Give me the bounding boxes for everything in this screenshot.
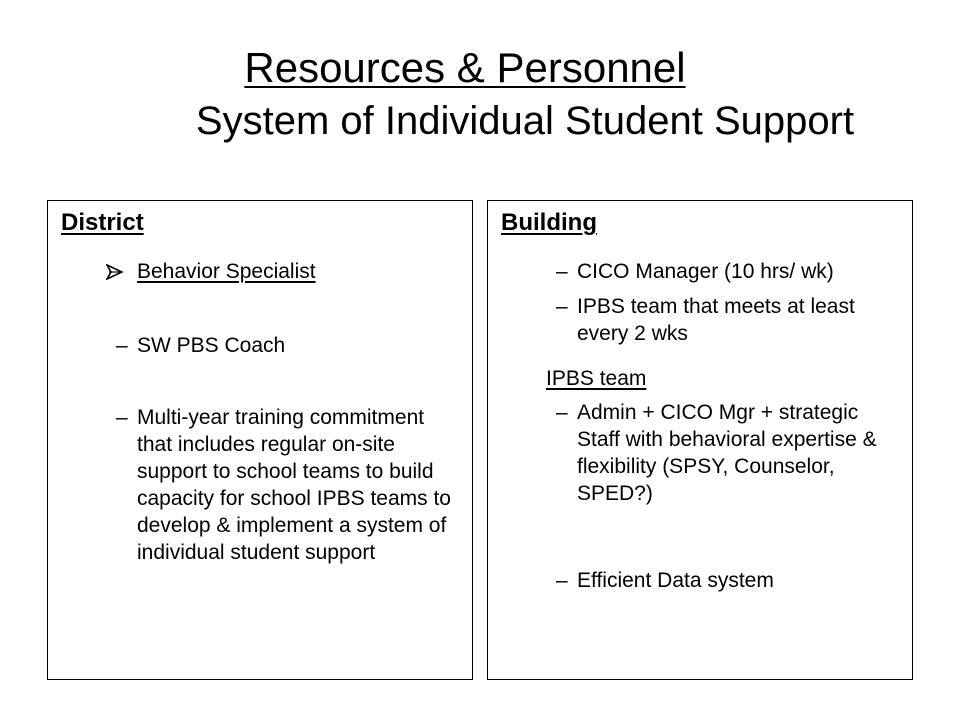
team-item-composition xyxy=(556,399,906,507)
slide-title-block xyxy=(100,44,950,144)
dash-marker: – xyxy=(556,260,568,283)
building-panel xyxy=(487,200,913,680)
team-item-label: Admin + CICO Mgr + strategic Staff with behavioral expertise & flexibility (SPSY, Counselor, SPED?) xyxy=(577,401,877,505)
building-item-ipbs-team-meets xyxy=(556,293,906,347)
district-panel xyxy=(47,200,473,680)
team-item-label: Efficient Data system xyxy=(577,569,774,592)
dash-marker: – xyxy=(116,334,128,357)
building-item-label: IPBS team that meets at least every 2 wks xyxy=(577,295,855,345)
building-item-label: CICO Manager (10 hrs/ wk) xyxy=(577,260,834,283)
district-item-sw-pbs-coach xyxy=(116,332,456,359)
slide-title: Resources & Personnel xyxy=(244,44,686,91)
slide-subtitle: System of Individual Student Support xyxy=(195,99,855,143)
building-item-cico-manager xyxy=(556,258,906,285)
district-item-training-commitment xyxy=(116,404,456,566)
arrow-bullet-icon xyxy=(106,264,123,280)
dash-marker: – xyxy=(116,406,128,429)
district-item-label: Behavior Specialist xyxy=(137,260,316,283)
district-heading: District xyxy=(61,209,144,236)
building-heading: Building xyxy=(501,209,597,236)
district-item-label: SW PBS Coach xyxy=(137,334,286,357)
district-item-behavior-specialist xyxy=(106,258,446,285)
dash-marker: – xyxy=(556,569,568,592)
dash-marker: – xyxy=(556,401,568,424)
team-item-data-system xyxy=(556,567,906,594)
dash-marker: – xyxy=(556,295,568,318)
ipbs-team-subheading: IPBS team xyxy=(546,367,647,390)
district-item-label: Multi-year training commitment that includes regular on-site support to school teams to build capacity for school IPBS teams to develop & implement a system of individual student support xyxy=(137,406,451,564)
